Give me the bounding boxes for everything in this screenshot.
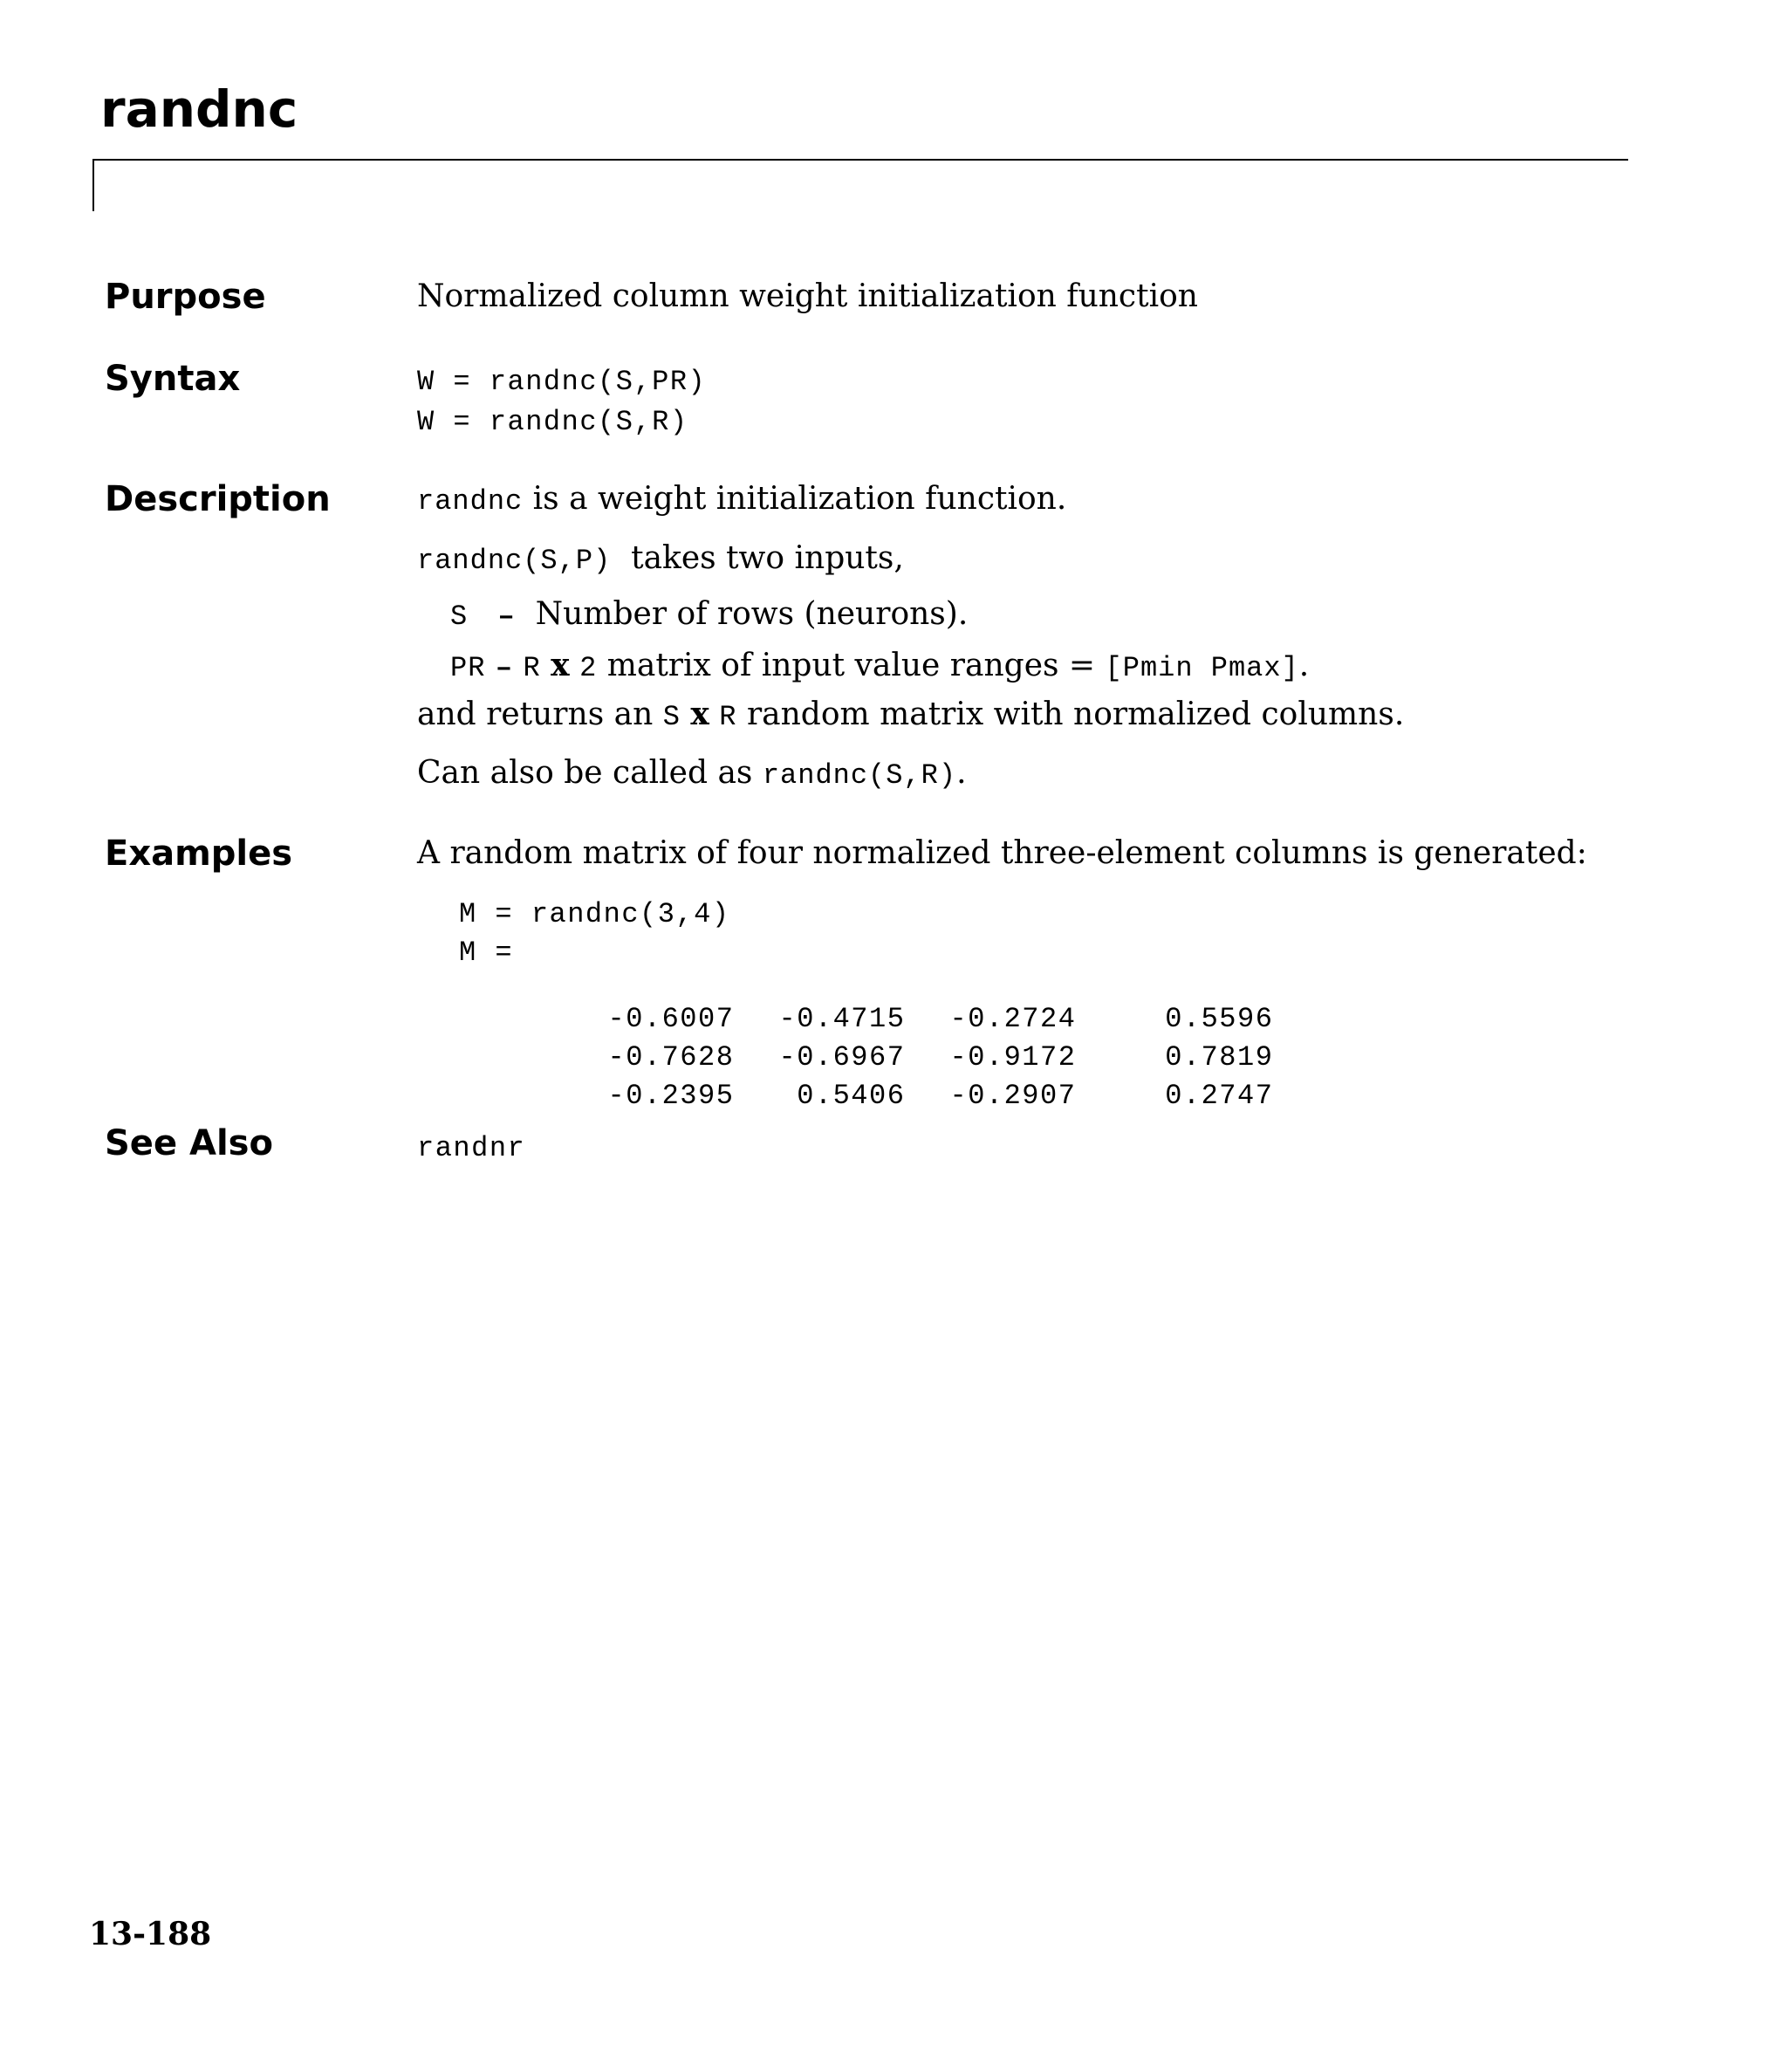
purpose-text: Normalized column weight initialization function — [417, 278, 1198, 314]
arg-s-row — [450, 596, 969, 633]
matrix-cell: 0.5596 — [1165, 1003, 1274, 1035]
see-also-link-randnr[interactable]: randnr — [417, 1132, 526, 1164]
matrix-cell: 0.2747 — [1165, 1080, 1274, 1112]
matrix-cell: 0.5406 — [797, 1080, 906, 1112]
matrix-cell: -0.7628 — [607, 1041, 735, 1074]
arg-pr-code: [Pmin Pmax] — [1105, 652, 1299, 684]
description-label: Description — [105, 479, 331, 519]
see-also-label: See Also — [105, 1123, 273, 1163]
syntax-label: Syntax — [105, 359, 241, 399]
matrix-cell: -0.4715 — [778, 1003, 906, 1035]
arg-pr-end: . — [1298, 648, 1310, 683]
arg-pr-text: matrix of input value ranges = — [597, 648, 1106, 683]
syntax-line-2: W = randnc(S,R) — [417, 406, 688, 438]
purpose-label: Purpose — [105, 277, 266, 317]
description-line-1 — [417, 481, 1067, 518]
matrix-cell: -0.9172 — [949, 1041, 1077, 1074]
arg-s-name: S — [450, 600, 469, 633]
description-returns — [417, 698, 1404, 731]
example-code-assign: M = — [459, 937, 514, 969]
example-code-call: M = randnc(3,4) — [459, 898, 730, 930]
code-randnc: randnc — [417, 485, 524, 518]
header-rule-horizontal — [92, 159, 1628, 161]
description-line-1-text: is a weight initialization function. — [523, 481, 1067, 517]
returns-r: R — [719, 701, 737, 733]
returns-x: x — [690, 696, 709, 732]
header-rule-vertical — [92, 159, 94, 211]
arg-pr-row — [450, 649, 1309, 683]
returns-pre: and returns an — [417, 696, 663, 732]
also-pre: Can also be called as — [417, 755, 763, 791]
matrix-cell: -0.2907 — [949, 1080, 1077, 1112]
description-also — [417, 755, 967, 792]
arg-pr-x: x — [551, 647, 570, 683]
returns-s: S — [662, 701, 681, 733]
returns-post: random matrix with normalized columns. — [736, 696, 1405, 732]
also-end: . — [956, 755, 967, 791]
also-code: randnc(S,R) — [762, 759, 957, 792]
arg-pr-r: R — [523, 652, 541, 684]
examples-label: Examples — [105, 834, 293, 874]
arg-s-dash: – — [497, 600, 516, 633]
arg-s-text: Number of rows (neurons). — [535, 596, 969, 632]
page-title: randnc — [100, 79, 298, 139]
matrix-cell: 0.7819 — [1165, 1041, 1274, 1074]
code-randnc-sp: randnc(S,P) — [417, 545, 612, 577]
arg-pr-dash: – — [495, 652, 514, 684]
syntax-line-1: W = randnc(S,PR) — [417, 366, 707, 398]
page-number: 13-188 — [89, 1916, 212, 1952]
arg-pr-two: 2 — [579, 652, 598, 684]
matrix-cell: -0.6007 — [607, 1003, 735, 1035]
matrix-cell: -0.2395 — [607, 1080, 735, 1112]
matrix-cell: -0.2724 — [949, 1003, 1077, 1035]
description-line-2-text: takes two inputs, — [631, 540, 904, 576]
examples-intro: A random matrix of four normalized three-element columns is generated: — [417, 835, 1587, 871]
arg-pr-name: PR — [450, 652, 486, 684]
matrix-cell: -0.6967 — [778, 1041, 906, 1074]
description-line-2 — [417, 540, 904, 577]
matrix-row — [527, 1054, 1273, 1110]
